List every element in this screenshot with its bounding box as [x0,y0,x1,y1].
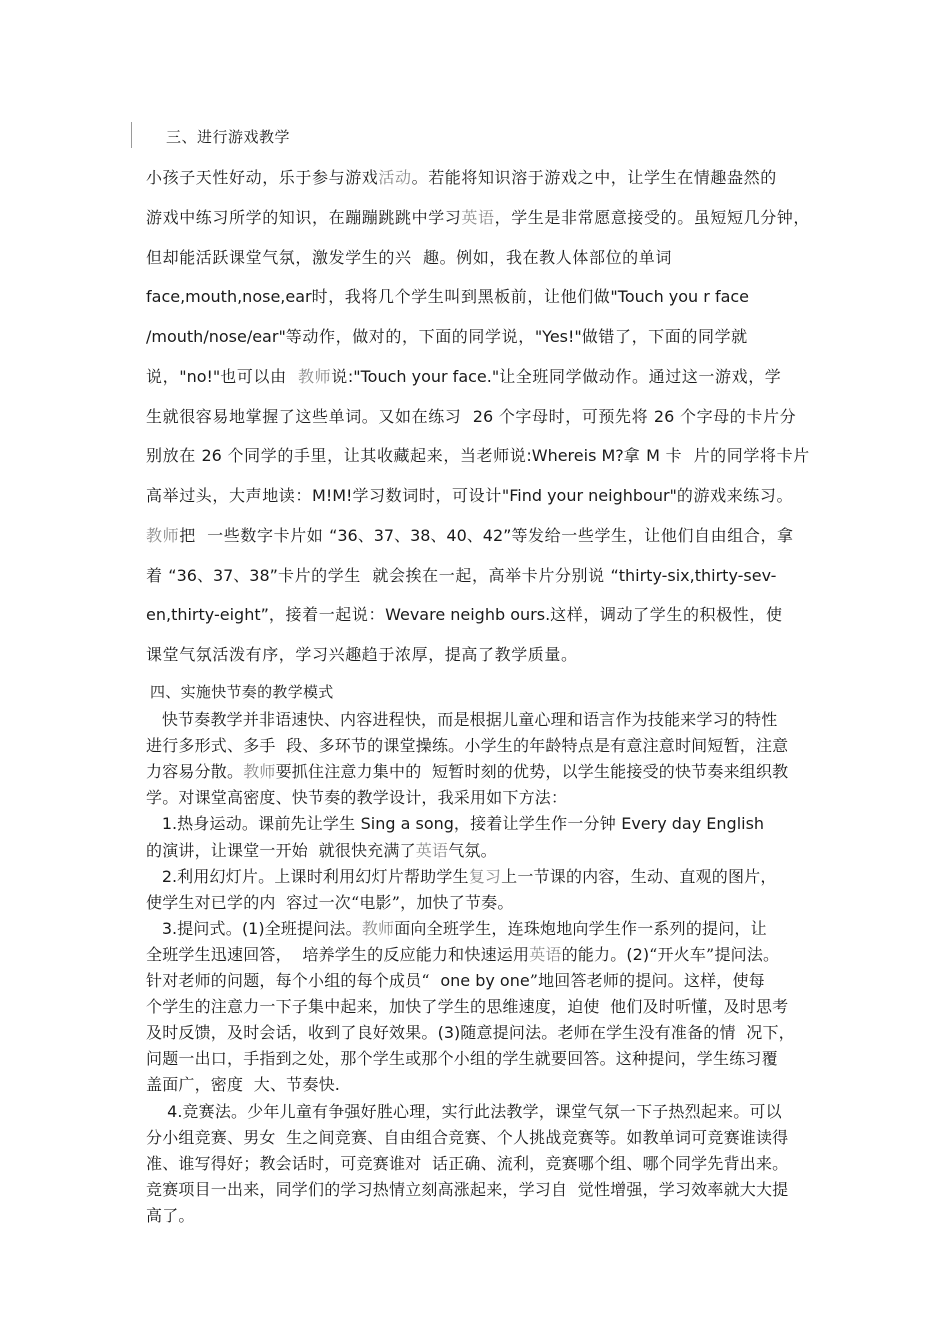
highlighted-term: 英语 [529,945,562,964]
text-run: 3. [161,919,178,938]
text-run: 竞赛法。少年儿童有争强好胜心理，实行此法教学，课堂气氛一下子热烈起来。可以 [182,1102,782,1121]
text-run: 进行多形式、多手 段、多环节的课堂操练。小学生的年龄特点是有意注意时间短暂，注意 [146,736,789,755]
text-run: 把 一些数字卡片如 [179,526,330,545]
text-run: 2. [161,867,178,886]
text-run: en,thirty-eight” [146,605,269,624]
paragraph-line [146,994,788,1017]
text-run: 做错了，下面的同学就 [581,327,748,346]
text-run: 力容易分散。 [146,762,244,781]
paragraph-line [146,1072,340,1095]
text-run: 的演讲，让课堂一开始 就很快充满了 [146,841,416,860]
paragraph-line [146,563,776,586]
text-run: 但却能活跃课堂气氛，激发学生的兴 趣。例如，我在教人体部位的单词 [146,248,672,267]
text-run: 气氛。 [448,841,497,860]
text-run: 这样，调动了学生的积极性，使 [550,605,783,624]
text-run: “36、37、38、40、42” [329,526,512,545]
paragraph-line [146,1177,788,1200]
text-run: 针对老师的问题，每个小组的每个成员“ [146,971,441,990]
paragraph-line [146,205,810,228]
text-run: Wevare neighb ours. [385,605,551,624]
text-run: ，接着一起说： [268,605,386,624]
text-run: 拿 [623,446,647,465]
highlighted-term: 活动 [378,168,412,187]
text-run: "Touch you r face [610,287,750,306]
text-run: 4. [167,1102,183,1121]
text-run: 别放在 [146,446,202,465]
text-run: 个同学的手里，让其收藏起来，当老师说 [221,446,527,465]
text-run: 也可以由 [220,367,299,386]
text-run: /mouth/nose/ear" [146,327,286,346]
text-run: “36、37、38” [168,566,278,585]
text-run: 着 [146,566,169,585]
text-run: 快节奏教学并非语速快、内容进程快，而是根据儿童心理和语言作为技能来学习的特性 [146,710,778,729]
highlighted-term: 复习 [468,867,502,886]
text-run: "no!" [179,367,221,386]
text-run: 高了。 [146,1206,195,1225]
section-4-heading: 四、实施快节奏的教学模式 [150,683,334,701]
highlighted-term: 英语 [415,841,449,860]
paragraph-line [146,324,748,347]
paragraph-line [146,1125,788,1148]
text-run [146,919,162,938]
paragraph-line [146,864,777,887]
text-run: "Yes!" [534,327,582,346]
text-run: 课堂气氛活泼有序，学习兴趣趋于浓厚，提高了教学质量。 [146,645,578,664]
text-run: 等发给一些学生，让他们自由组合，拿 [511,526,794,545]
text-run: 分小组竞赛、男女 生之间竞赛、自由组合竞赛、个人挑战竞赛等。如教单词可竞赛谁读得 [146,1128,789,1147]
text-run: “开火车”提问法。 [649,945,780,964]
paragraph-line [146,707,777,730]
text-run: 的能力。 [561,945,627,964]
text-run: 随意提问法。老师在学生没有准备的情 况下， [460,1023,795,1042]
text-run: 要抓住注意力集中的 短暂时刻的优势，以学生能接受的快节奏来组织教 [275,762,789,781]
text-run: 生就很容易地掌握了这些单词。又如在练习 [146,407,473,426]
text-run: Sing a song [360,814,454,833]
paragraph-line [146,1203,195,1226]
text-run: 学。对课堂高密度、快节奏的教学设计，我采用如下方法： [146,788,568,807]
paragraph-line [146,968,765,991]
text-run: 问题一出口，手指到之处，那个学生或那个小组的学生就要回答。这种提问，学生练习覆 [146,1049,778,1068]
paragraph-line [146,733,788,756]
text-run: 的游戏来练习。 [676,486,794,505]
text-run: 时，我将几个学生叫到黑板前，让他们做 [311,287,611,306]
text-run [146,1102,167,1121]
paragraph-line [146,811,764,834]
text-run: 小孩子天性好动，乐于参与游戏 [146,168,379,187]
text-run: ，接着让学生作一分钟 [453,814,622,833]
paragraph-line [146,245,672,268]
paragraph-line [146,443,810,466]
text-run: ，学生是非常愿意接受的。虽短短几分钟， [494,208,811,227]
paragraph-line [146,838,497,861]
paragraph-line [146,1020,795,1043]
text-run: 26 [472,407,494,426]
text-run: face,mouth,nose,ear [146,287,312,306]
section-3-heading: 三、进行游戏教学 [166,128,291,146]
paragraph-line [146,759,788,782]
text-run: M [646,446,660,465]
text-run [146,867,162,886]
text-run: M!M! [312,486,353,505]
text-run: “thirty-six,thirty-sev- [610,566,777,585]
text-run: 26 [201,446,222,465]
text-run: 游戏中练习所学的知识，在蹦蹦跳跳中学习 [146,208,462,227]
text-run: 说， [146,367,180,386]
paragraph-line [146,483,793,506]
text-run: ”地回答老师的提问。这样，使每 [529,971,765,990]
paragraph-line [146,642,578,665]
highlighted-term: 教师 [361,919,395,938]
text-run: 使学生对已学的内 容过一次“电影”，加快了节奏。 [146,893,514,912]
paragraph-line [146,284,749,307]
text-run: 。若能将知识溶于游戏之中，让学生在情趣盎然的 [411,168,777,187]
text-run: 及时反馈，及时会话，收到了良好效果。 [146,1023,438,1042]
text-run: 卡片的学生 就会挨在一起，高举卡片分别说 [277,566,611,585]
text-run: 竞赛项目一出来，同学们的学习热情立刻高涨起来，学习自 觉性增强，学习效率就大大提 [146,1180,789,1199]
paragraph-line [146,1099,782,1122]
text-run: 个字母的卡片分 [674,407,797,426]
paragraph-line [146,916,767,939]
margin-marker [131,122,132,148]
paragraph-line [146,364,781,387]
paragraph-line [146,404,796,427]
text-run: :"Touch your face." [347,367,500,386]
highlighted-term: 英语 [461,208,495,227]
paragraph-line [146,523,794,546]
text-run: 1. [161,814,178,833]
paragraph-line [146,165,777,188]
text-run: 26 [653,407,675,426]
text-run: 上一节课的内容，生动、直观的图片， [501,867,777,886]
text-run: one by one [440,971,530,990]
text-run: "Find your neighbour" [501,486,677,505]
text-run: (2) [626,945,650,964]
text-run: :Whereis M? [526,446,624,465]
text-run: (3) [437,1023,461,1042]
text-run: 等动作，做对的，下面的同学说， [285,327,535,346]
text-run: Every day English [621,814,765,833]
text-run: 全班提问法。 [264,919,362,938]
text-run: 提问式。 [177,919,242,938]
highlighted-term: 教师 [243,762,276,781]
paragraph-line [146,890,514,913]
paragraph-line [146,785,567,808]
text-run: 卡 片的同学将卡片 [659,446,810,465]
paragraph-line [146,942,779,965]
highlighted-term: 教师 [146,526,180,545]
text-run: 个字母时，可预先将 [493,407,654,426]
text-run: (1) [241,919,265,938]
text-run: 个学生的注意力一下子集中起来，加快了学生的思维速度，迫使 他们及时听懂，及时思考 [146,997,789,1016]
highlighted-term: 教师 [298,367,332,386]
text-run [146,814,162,833]
text-run: 利用幻灯片。上课时利用幻灯片帮助学生 [177,867,469,886]
text-run: 面向全班学生，连珠炮地向学生作一系列的提问，让 [394,919,767,938]
paragraph-line [146,1151,788,1174]
paragraph-line [146,1046,778,1069]
text-run: 让全班同学做动作。通过这一游戏，学 [499,367,782,386]
text-run: 高举过头，大声地读： [146,486,313,505]
text-run: 说 [331,367,348,386]
text-run: 盖面广，密度 大、节奏快. [146,1075,341,1094]
paragraph-line [146,602,783,625]
text-run: 学习数词时，可设计 [352,486,502,505]
text-run: 热身运动。课前先让学生 [177,814,361,833]
text-run: 准、谁写得好；教会话时，可竞赛谁对 话正确、流利，竞赛哪个组、哪个同学先背出来。 [146,1154,789,1173]
text-run: 全班学生迅速回答， 培养学生的反应能力和快速运用 [146,945,530,964]
